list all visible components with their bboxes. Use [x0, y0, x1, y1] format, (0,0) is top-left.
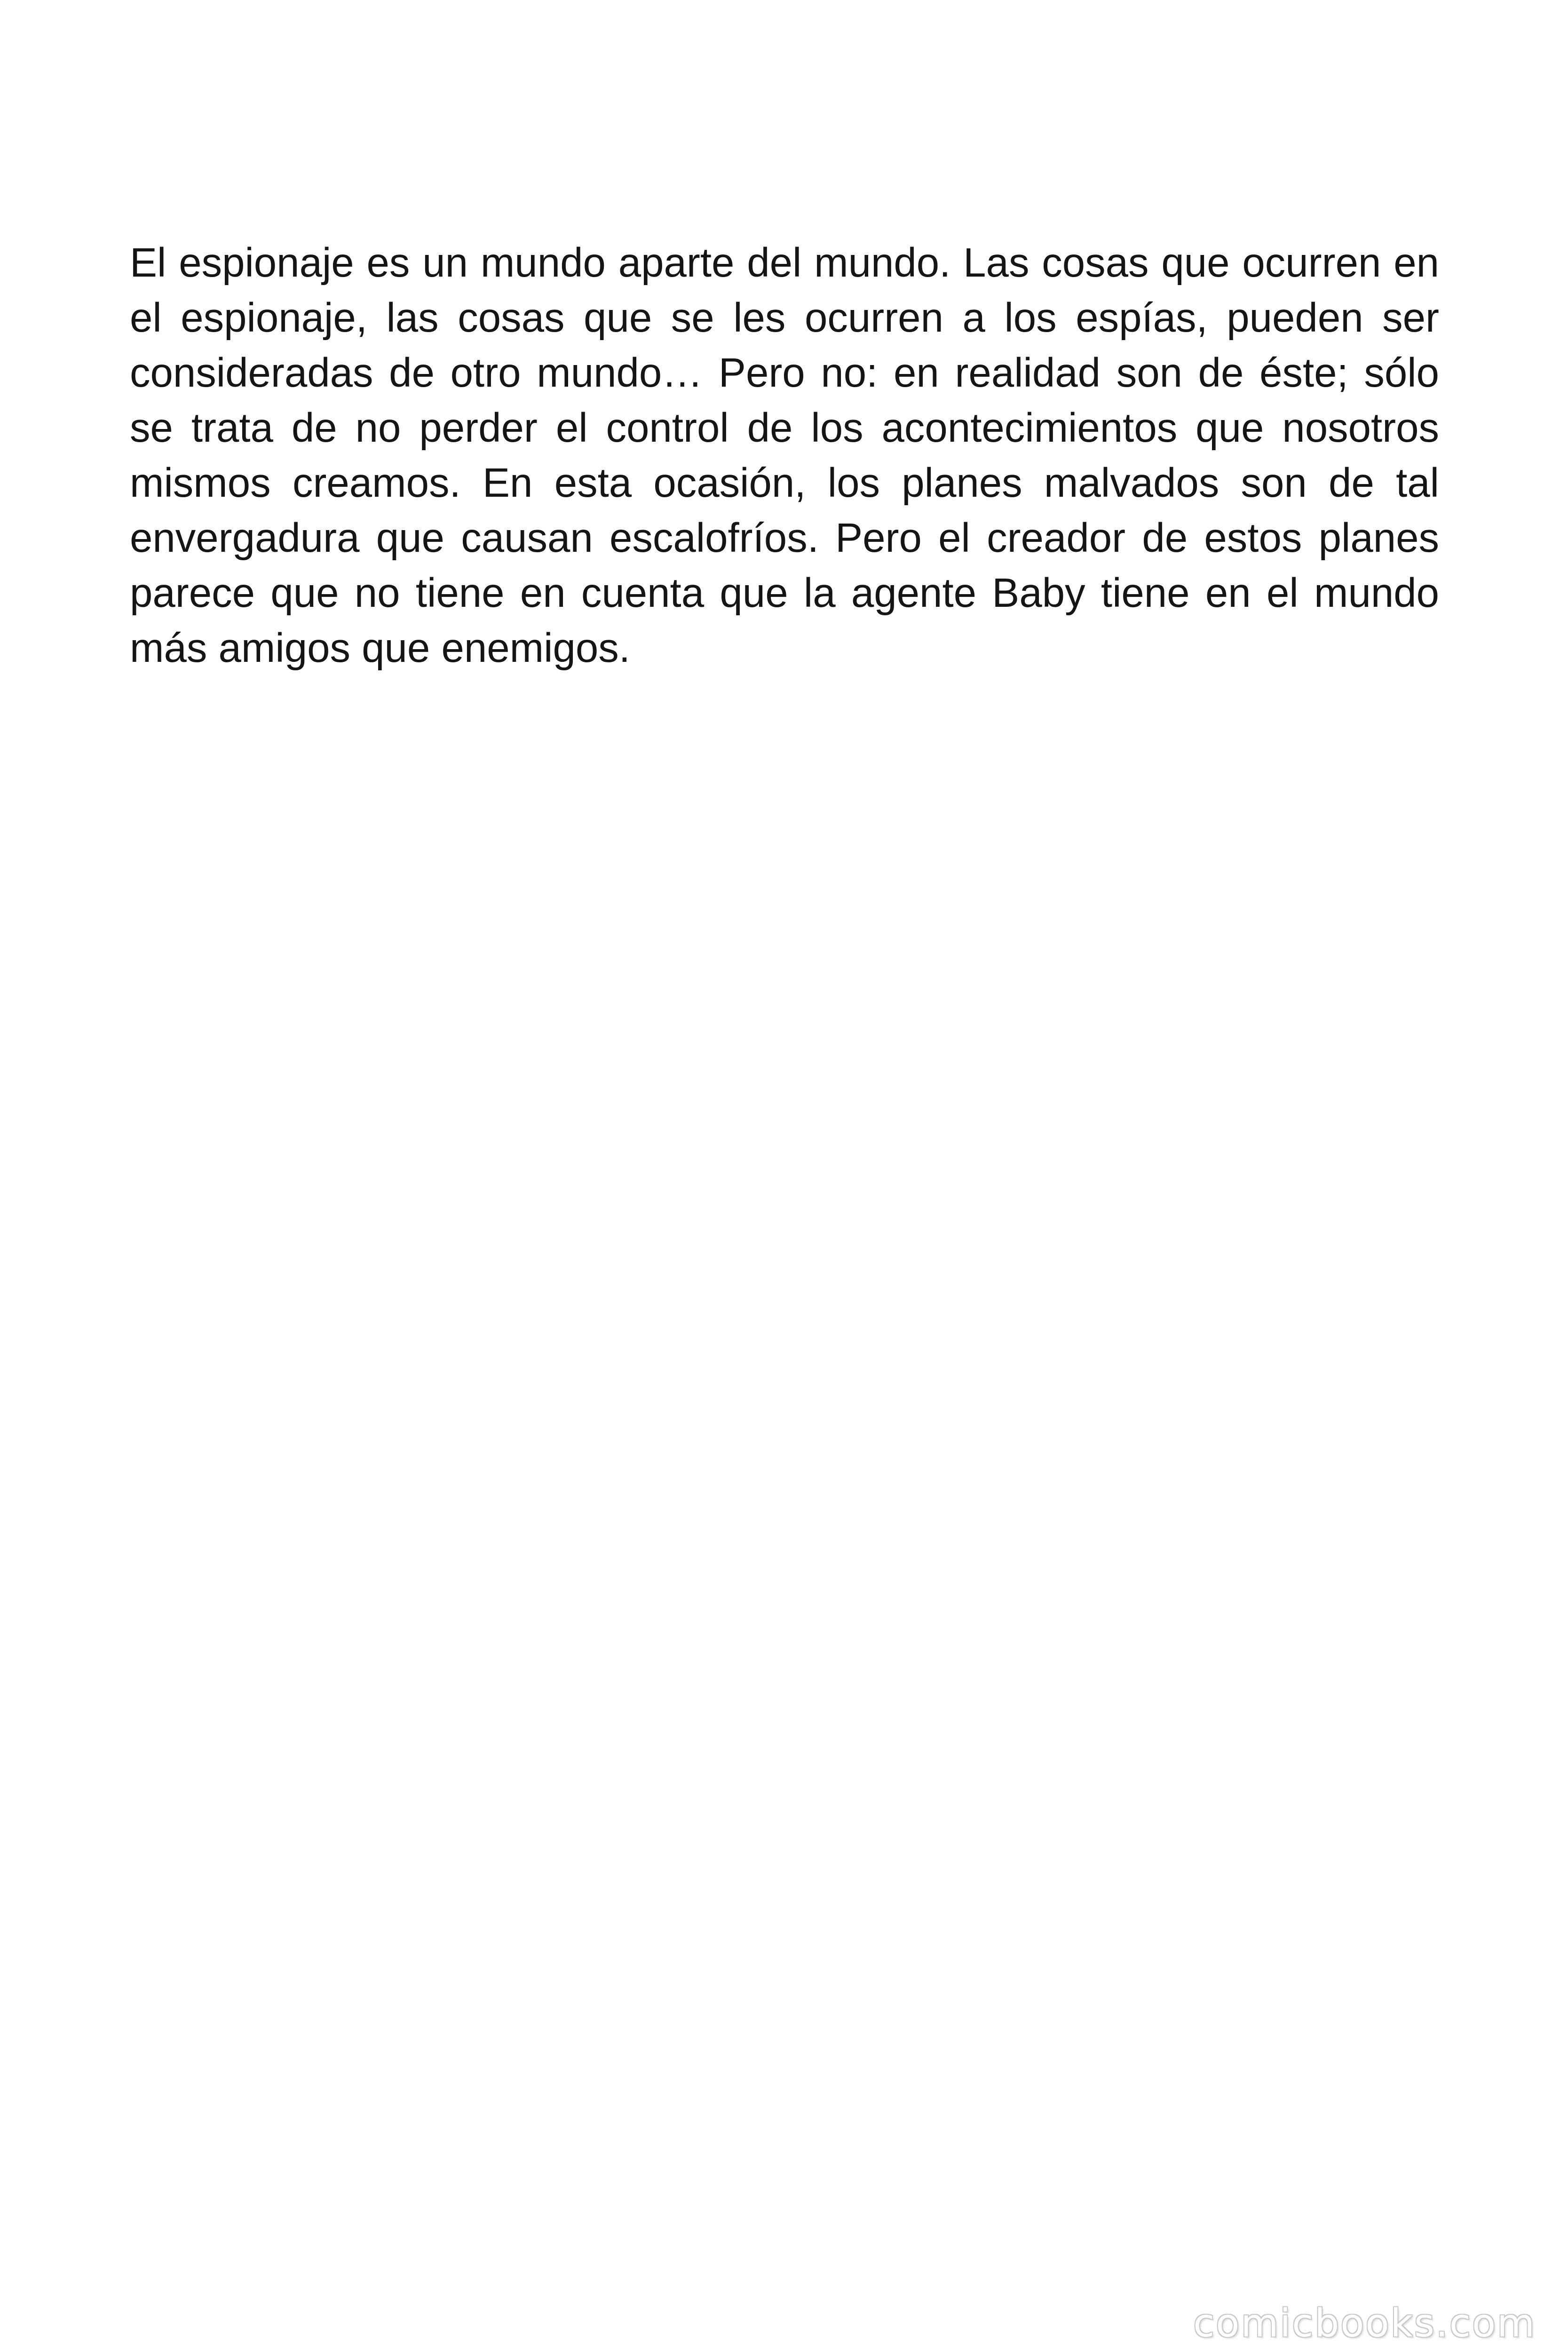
- synopsis-paragraph: El espionaje es un mundo aparte del mundo. Las cosas que ocurren en el espionaje, las cosas que se les ocurren a los espías, pueden ser consideradas de otro mundo… Pero no: en realidad son de éste; sólo se trata de no perder el control de los acontecimientos que nosotros mismos creamos. En esta ocasión, los planes malvados son de tal envergadura que causan escalofríos. Pero el creador de estos planes parece que no tiene en cuenta que la agente Baby tiene en el mundo más amigos que enemigos.: [130, 240, 1439, 671]
- site-watermark: comicbooks.com: [1193, 2301, 1536, 2346]
